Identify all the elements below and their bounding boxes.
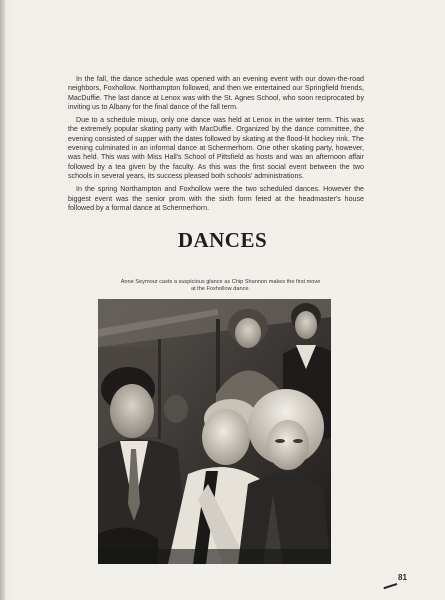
page-number: 81: [398, 573, 407, 582]
photo-caption: Anne Seymour casts a suspicious glance as Chip Shannon makes the first move at the Foxhollow dance.: [120, 279, 321, 293]
corner-mark: [383, 583, 398, 593]
dance-photo-drawing: [98, 299, 331, 564]
paragraph-winter: Due to a schedule mixup, only one dance was held at Lenox in the winter term. This was the extremely popular skating party with MacDuffie. Organized by the dance committee, the evening consisted of supper with the dates followed by skating at the flood-lit hockey rink. The evening culminated in an informal dance at Schermerhorn. One other skating party, however, was held. This was with Miss Hall's School of Pittsfield as hosts and was an afternoon affair followed by a tea given by the faculty. As this was the first social event between the two schools in several years, its success pleased both schools' administrations.: [68, 116, 364, 180]
binding-spine: [0, 0, 5, 600]
paragraph-spring: In the spring Northampton and Foxhollow were the two scheduled dances. However the biggest event was the senior prom with the sixth form feted at the headmaster's house followed by a formal dance at Schermerhorn.: [68, 185, 364, 212]
page-heading: DANCES: [177, 228, 268, 252]
dance-photo: [98, 299, 331, 564]
article-body: [68, 75, 364, 217]
paragraph-fall: In the fall, the dance schedule was opened with an evening event with our down-the-road neighbors, Foxhollow. Northampton followed, and then we entertained our Springfield friends, MacDuffie. The last dance at Lenox was with the St. Agnes School, who soon reciprocated by inviting us to Albany for the final dance of the fall term.: [68, 75, 364, 111]
